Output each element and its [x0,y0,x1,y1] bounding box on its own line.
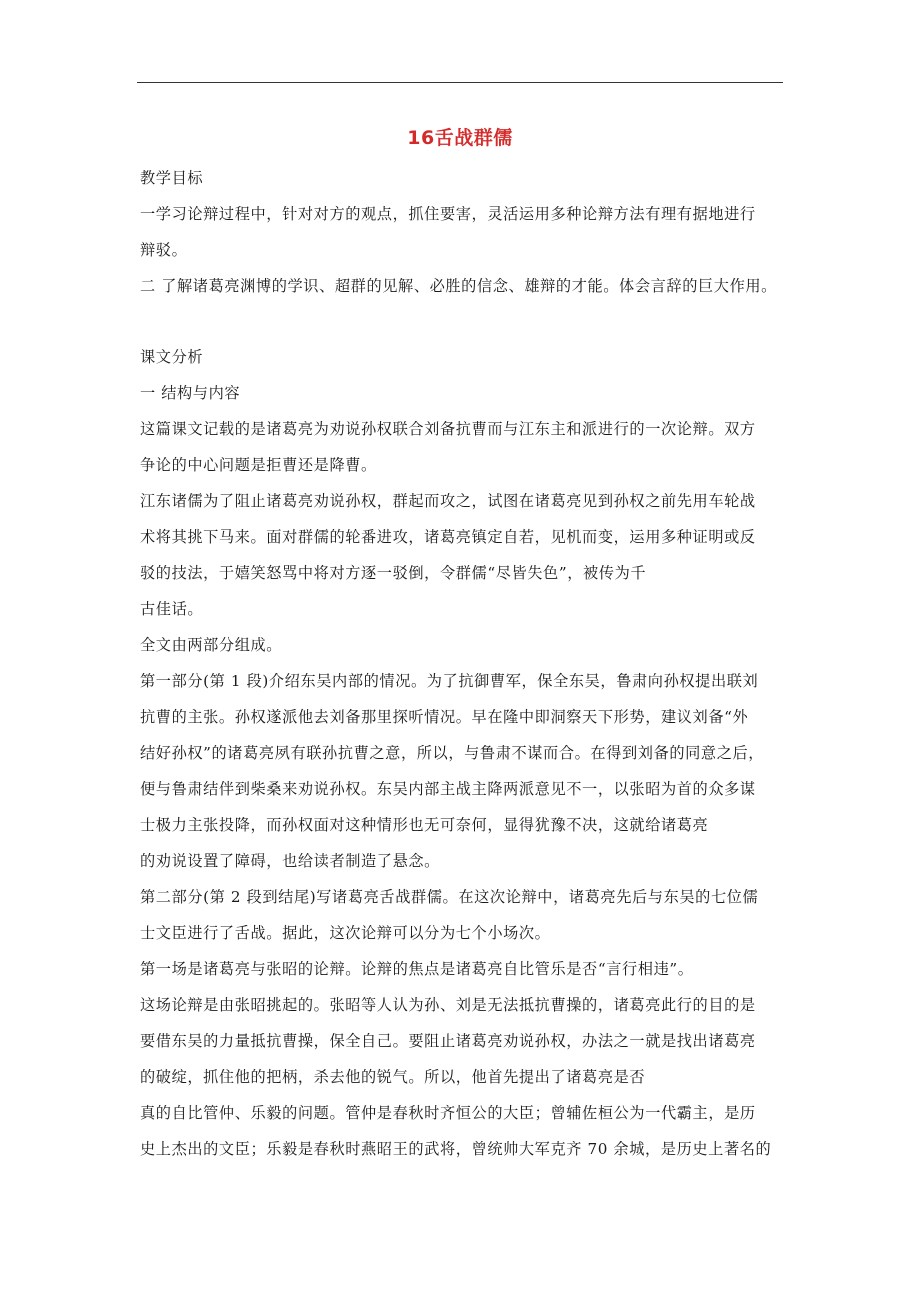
text-line: 驳的技法，于嬉笑怒骂中将对方逐一驳倒，令群儒“尽皆失色”，被传为千 [140,564,647,582]
text-line: 真的自比管仲、乐毅的问题。管仲是春秋时齐恒公的大臣；曾辅佐桓公为一代霸主，是历 [140,1104,756,1122]
text-line: 一学习论辩过程中，针对对方的观点，抓住要害，灵活运用多种论辩方法有理有据地进行 [140,205,756,223]
document-title: 16舌战群儒 [407,127,513,149]
text-line: 便与鲁肃结伴到柴桑来劝说孙权。东吴内部主战主降两派意见不一，以张昭为首的众多谋 [140,780,756,798]
text-line: 结好孙权”的诸葛亮夙有联孙抗曹之意，所以，与鲁肃不谋而合。在得到刘备的同意之后， [140,744,765,762]
text-line: 抗曹的主张。孙权遂派他去刘备那里探听情况。早在隆中即洞察天下形势，建议刘备“外 [140,708,749,726]
text-line: 二 了解诸葛亮渊博的学识、超群的见解、必胜的信念、雄辩的才能。体会言辞的巨大作用。 [140,277,777,295]
text-line: 要借东吴的力量抵抗曹操，保全自己。要阻止诸葛亮劝说孙权，办法之一就是找出诸葛亮 [140,1032,756,1050]
text-line: 辩驳。 [140,241,188,259]
text-line: 课文分析 [140,348,204,366]
text-line: 术将其挑下马来。面对群儒的轮番进攻，诸葛亮镇定自若，见机而变，运用多种证明或反 [140,528,756,546]
text-line: 史上杰出的文臣；乐毅是春秋时燕昭王的武将，曾统帅大军克齐 70 余城，是历史上著名的 [140,1140,772,1158]
text-line: 争论的中心问题是拒曹还是降曹。 [140,456,377,474]
text-line: 第一场是诸葛亮与张昭的论辩。论辩的焦点是诸葛亮自比管乐是否“言行相违”。 [140,960,694,978]
text-line: 全文由两部分组成。 [140,636,283,654]
text-line: 教学目标 [140,169,204,187]
text-line: 这篇课文记载的是诸葛亮为劝说孙权联合刘备抗曹而与江东主和派进行的一次论辩。双方 [140,420,756,438]
text-line: 古佳话。 [140,600,204,618]
text-line: 的劝说设置了障碍，也给读者制造了悬念。 [140,852,440,870]
text-line: 一 结构与内容 [140,384,241,402]
text-line: 士文臣进行了舌战。据此，这次论辩可以分为七个小场次。 [140,924,551,942]
text-line: 江东诸儒为了阻止诸葛亮劝说孙权，群起而攻之，试图在诸葛亮见到孙权之前先用车轮战 [140,492,756,510]
text-line: 这场论辩是由张昭挑起的。张昭等人认为孙、刘是无法抵抗曹操的，诸葛亮此行的目的是 [140,996,756,1014]
text-line: 第二部分(第 2 段到结尾)写诸葛亮舌战群儒。在这次论辩中，诸葛亮先后与东吴的七位儒 [140,888,759,906]
text-line: 士极力主张投降，而孙权面对这种情形也无可奈何，显得犹豫不决，这就给诸葛亮 [140,816,709,834]
text-line: 第一部分(第 1 段)介绍东吴内部的情况。为了抗御曹军，保全东吴，鲁肃向孙权提出联刘 [140,672,759,690]
text-line: 的破绽，抓住他的把柄，杀去他的锐气。所以，他首先提出了诸葛亮是否 [140,1068,646,1086]
